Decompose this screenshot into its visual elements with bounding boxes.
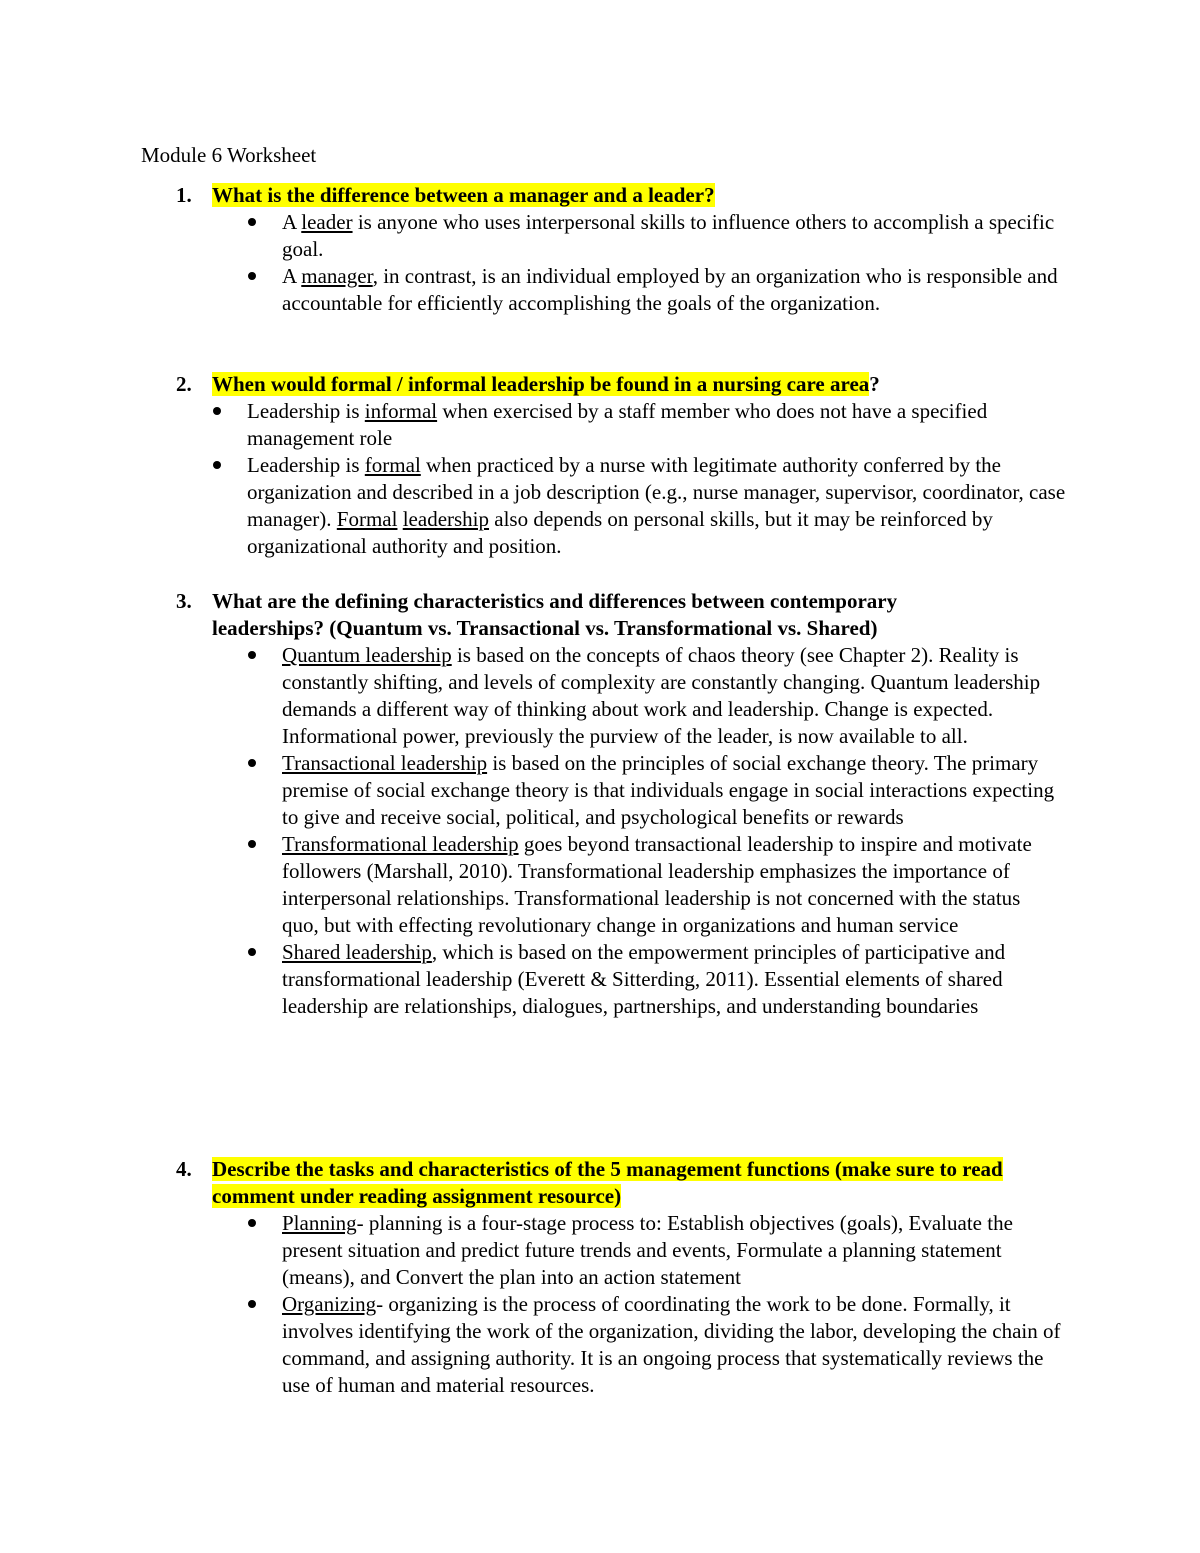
question-number: 2. — [176, 372, 192, 396]
question-2 — [176, 371, 1076, 560]
underlined-term: leadership — [402, 507, 490, 531]
question-text — [212, 182, 1076, 209]
underlined-term: Transformational leadership — [282, 832, 519, 856]
underlined-term: Organizing — [282, 1292, 377, 1316]
bullet-icon — [248, 840, 256, 848]
underlined-term: formal — [364, 453, 421, 477]
underlined-term: manager — [301, 264, 373, 288]
list-item: A manager, in contrast, is an individual employed by an organization who is responsible and accountable for efficiently accomplishing the goals of the organization. — [282, 263, 1062, 317]
bullet-icon — [248, 272, 256, 280]
bullet-icon — [248, 948, 256, 956]
bullet-icon — [248, 1219, 256, 1227]
list-item: Leadership is formal when practiced by a nurse with legitimate authority conferred by the organization and described in a job description (e.g., nurse manager, supervisor, coordinator, case manager). Formal leadership also depends on personal skills, but it may be reinforced by organizational authority and position. — [247, 452, 1067, 560]
list-item: Quantum leadership is based on the concepts of chaos theory (see Chapter 2). Reality is constantly shifting, and levels of complexity are constantly changing. Quantum leadership demands a different way of thinking about work and leadership. Change is expected. Informational power, previously the purview of the leader, is now available to all. — [282, 642, 1062, 750]
answer-list — [247, 398, 1067, 560]
bullet-icon — [248, 651, 256, 659]
underlined-term: informal — [364, 399, 438, 423]
list-item: Transformational leadership goes beyond transactional leadership to inspire and motivate followers (Marshall, 2010). Transformational leadership emphasizes the importance of interpersonal relationships. Transformational leadership is not concerned with the status quo, but with effecting revolutionary change in organizations and human service — [282, 831, 1062, 939]
highlighted-text: When would formal / informal leadership be found in a nursing care area — [212, 372, 870, 396]
underlined-term: leader — [301, 210, 353, 234]
answer-list — [282, 1210, 1062, 1399]
underlined-term: Planning — [282, 1211, 357, 1235]
underlined-term: Transactional leadership — [282, 751, 488, 775]
question-text: What are the defining characteristics and differences between contemporary leaderships? (Quantum vs. Transactional vs. Transformational vs. Shared) — [212, 589, 898, 640]
bullet-icon — [248, 1300, 256, 1308]
question-suffix: ? — [869, 372, 880, 396]
underlined-term: Shared leadership — [282, 940, 432, 964]
question-number: 3. — [176, 589, 192, 613]
document-title: Module 6 Worksheet — [141, 143, 317, 167]
bullet-icon — [248, 218, 256, 226]
underlined-term: Quantum leadership — [282, 643, 452, 667]
list-item: Transactional leadership is based on the principles of social exchange theory. The primary premise of social exchange theory is that individuals engage in social interactions expecting to give and receive social, political, and psychological benefits or rewards — [282, 750, 1062, 831]
list-item: A leader is anyone who uses interpersonal skills to influence others to accomplish a specific goal. — [282, 209, 1062, 263]
underlined-term: Formal — [336, 507, 398, 531]
question-text — [212, 371, 1076, 398]
answer-list — [282, 209, 1062, 317]
list-item: Organizing- organizing is the process of coordinating the work to be done. Formally, it involves identifying the work of the organization, dividing the labor, developing the chain of command, and assigning authority. It is an ongoing process that systematically reviews the use of human and material resources. — [282, 1291, 1062, 1399]
bullet-icon — [213, 461, 221, 469]
bullet-icon — [213, 407, 221, 415]
question-1 — [176, 182, 1076, 317]
list-item: Leadership is informal when exercised by a staff member who does not have a specified management role — [247, 398, 1067, 452]
question-text — [212, 1156, 1062, 1210]
question-4 — [176, 1156, 1076, 1399]
question-number: 4. — [176, 1157, 192, 1181]
question-3 — [176, 588, 1076, 1020]
highlighted-text: Describe the tasks and characteristics of the 5 management functions (make sure to read comment under reading assignment resource) — [212, 1157, 1003, 1208]
answer-list — [282, 642, 1062, 1020]
question-number: 1. — [176, 183, 192, 207]
list-item: Planning- planning is a four-stage process to: Establish objectives (goals), Evaluate the present situation and predict future trends and events, Formulate a planning statement (means), and Convert the plan into an action statement — [282, 1210, 1062, 1291]
highlighted-text: What is the difference between a manager and a leader? — [212, 183, 715, 207]
list-item: Shared leadership, which is based on the empowerment principles of participative and transformational leadership (Everett & Sitterding, 2011). Essential elements of shared leadership are relationships, dialogues, partnerships, and understanding boundaries — [282, 939, 1062, 1020]
bullet-icon — [248, 759, 256, 767]
